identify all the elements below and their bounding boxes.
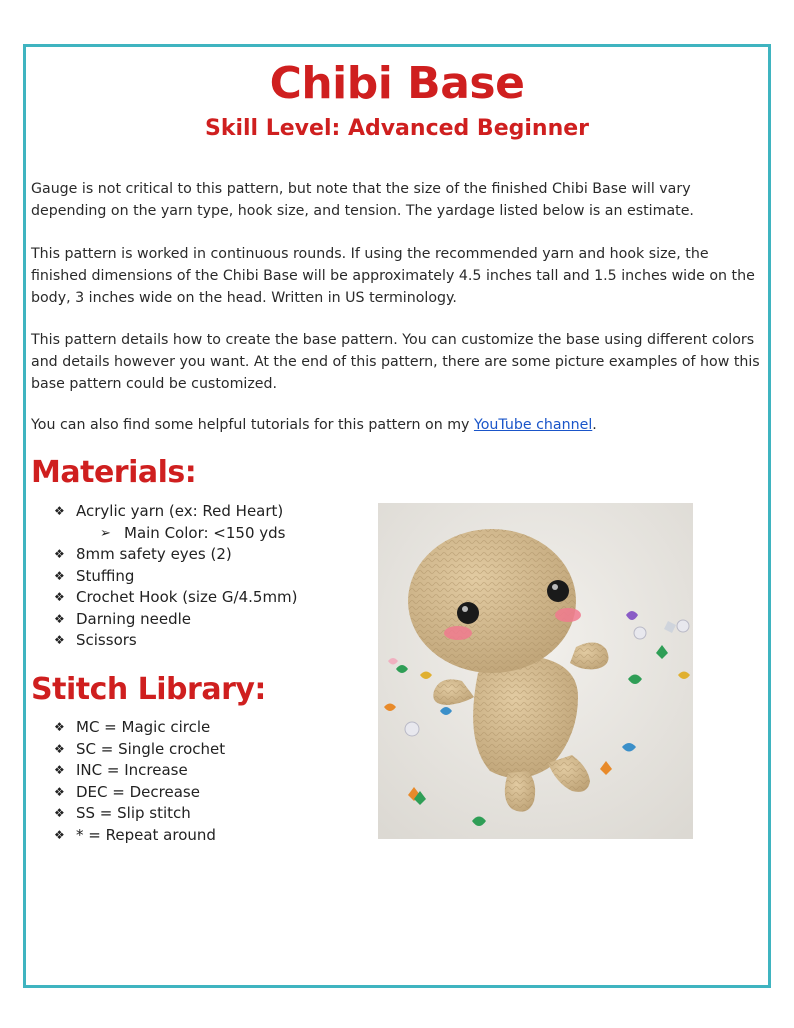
diamond-bullet-icon: ❖	[54, 741, 65, 756]
chibi-doll-photo	[378, 503, 693, 839]
diamond-bullet-icon: ❖	[54, 633, 65, 647]
stitch-library-heading: Stitch Library:	[31, 672, 266, 707]
list-item: ❖ INC = Increase	[54, 760, 225, 782]
diamond-bullet-icon: ❖	[54, 720, 65, 734]
list-item: ❖ MC = Magic circle	[54, 717, 225, 739]
diamond-bullet-icon: ❖	[54, 827, 65, 842]
diamond-bullet-icon: ❖	[54, 763, 65, 777]
list-item: ❖ Acrylic yarn (ex: Red Heart)	[54, 501, 298, 523]
list-item: ❖ DEC = Decrease	[54, 782, 225, 804]
list-item: ❖ SS = Slip stitch	[54, 803, 225, 825]
stitch-library-list	[54, 717, 225, 846]
list-item: ❖ Stuffing	[54, 566, 298, 588]
list-item: ❖ Scissors	[54, 630, 298, 652]
list-item: ➢ Main Color: <150 yds	[54, 523, 298, 545]
diamond-bullet-icon: ❖	[54, 611, 65, 626]
tutorials-text: You can also find some helpful tutorials for this pattern on my	[31, 417, 474, 433]
tutorials-paragraph	[31, 414, 766, 436]
page-title: Chibi Base	[269, 58, 525, 109]
rounds-paragraph: This pattern is worked in continuous rounds. If using the recommended yarn and hook size, the finished dimensions of the Chibi Base will be approximately 4.5 inches tall and 1.5 inches wide on the body, 3 inches wide on the head. Written in US terminology.	[31, 246, 755, 306]
materials-heading: Materials:	[31, 455, 197, 490]
arrow-bullet-icon: ➢	[100, 525, 111, 541]
list-item: ❖ Darning needle	[54, 609, 298, 631]
materials-list	[54, 501, 298, 652]
diamond-bullet-icon: ❖	[54, 568, 65, 583]
diamond-bullet-icon: ❖	[54, 590, 65, 604]
list-item: ❖ SC = Single crochet	[54, 739, 225, 761]
diamond-bullet-icon: ❖	[54, 547, 65, 561]
list-item: ❖ Crochet Hook (size G/4.5mm)	[54, 587, 298, 609]
customize-paragraph: This pattern details how to create the base pattern. You can customize the base using different colors and details however you want. At the end of this pattern, there are some picture examples of how this base pattern could be customized.	[31, 332, 760, 392]
youtube-channel-link[interactable]: YouTube channel	[473, 417, 593, 433]
tutorials-suffix: .	[592, 417, 597, 433]
diamond-bullet-icon: ❖	[54, 784, 65, 799]
diamond-bullet-icon: ❖	[54, 806, 65, 820]
gauge-paragraph: Gauge is not critical to this pattern, but note that the size of the finished Chibi Base will vary depending on the yarn type, hook size, and tension. The yardage listed below is an estimate.	[31, 181, 694, 219]
skill-level-subtitle: Skill Level: Advanced Beginner	[204, 116, 590, 141]
diamond-bullet-icon: ❖	[54, 504, 65, 518]
list-item: ❖ * = Repeat around	[54, 825, 225, 847]
list-item: ❖ 8mm safety eyes (2)	[54, 544, 298, 566]
